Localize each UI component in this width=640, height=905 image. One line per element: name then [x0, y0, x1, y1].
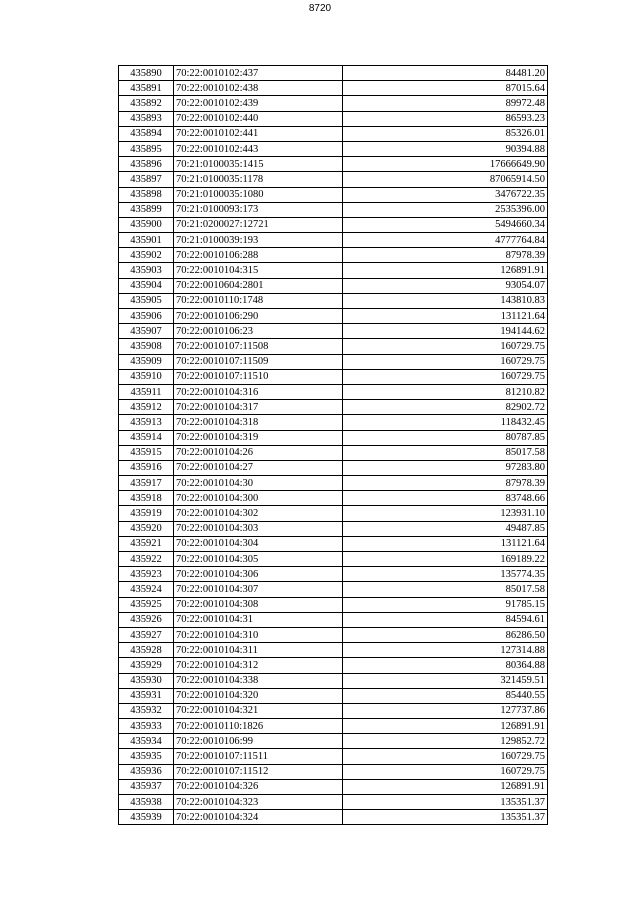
cadastral-number-cell: 70:22:0010107:11510 [174, 369, 343, 384]
row-number-cell: 435930 [119, 673, 174, 688]
row-number-cell: 435926 [119, 612, 174, 627]
table-row [119, 111, 548, 126]
table-row [119, 552, 548, 567]
table-row [119, 597, 548, 612]
row-number-cell: 435917 [119, 476, 174, 491]
cadastral-number-cell: 70:22:0010104:310 [174, 627, 343, 642]
cadastral-value-cell: 91785.15 [343, 597, 548, 612]
cadastral-number-cell: 70:22:0010104:303 [174, 521, 343, 536]
cadastral-value-cell: 89972.48 [343, 96, 548, 111]
row-number-cell: 435925 [119, 597, 174, 612]
row-number-cell: 435933 [119, 719, 174, 734]
cadastral-value-cell: 80364.88 [343, 658, 548, 673]
cadastral-number-cell: 70:22:0010104:319 [174, 430, 343, 445]
cadastral-value-cell: 123931.10 [343, 506, 548, 521]
row-number-cell: 435890 [119, 66, 174, 81]
table-row [119, 217, 548, 232]
cadastral-value-cell: 86286.50 [343, 627, 548, 642]
row-number-cell: 435893 [119, 111, 174, 126]
table-row [119, 233, 548, 248]
table-row [119, 734, 548, 749]
cadastral-number-cell: 70:21:0100035:1080 [174, 187, 343, 202]
table-row [119, 430, 548, 445]
row-number-cell: 435913 [119, 415, 174, 430]
cadastral-number-cell: 70:22:0010106:99 [174, 734, 343, 749]
cadastral-value-cell: 160729.75 [343, 764, 548, 779]
cadastral-number-cell: 70:22:0010104:31 [174, 612, 343, 627]
cadastral-value-cell: 82902.72 [343, 400, 548, 415]
row-number-cell: 435896 [119, 157, 174, 172]
cadastral-number-cell: 70:22:0010104:320 [174, 688, 343, 703]
cadastral-number-cell: 70:22:0010106:23 [174, 324, 343, 339]
row-number-cell: 435929 [119, 658, 174, 673]
cadastral-value-cell: 126891.91 [343, 779, 548, 794]
cadastral-value-cell: 160729.75 [343, 339, 548, 354]
cadastral-value-cell: 84481.20 [343, 66, 548, 81]
cadastral-number-cell: 70:22:0010604:2801 [174, 278, 343, 293]
cadastral-number-cell: 70:21:0100035:1178 [174, 172, 343, 187]
table-row [119, 384, 548, 399]
cadastral-number-cell: 70:22:0010107:11509 [174, 354, 343, 369]
row-number-cell: 435922 [119, 552, 174, 567]
row-number-cell: 435904 [119, 278, 174, 293]
cadastral-number-cell: 70:22:0010102:439 [174, 96, 343, 111]
table-row [119, 536, 548, 551]
cadastral-number-cell: 70:22:0010104:318 [174, 415, 343, 430]
row-number-cell: 435928 [119, 643, 174, 658]
table-row [119, 248, 548, 263]
cadastral-value-cell: 97283.80 [343, 460, 548, 475]
table-row [119, 810, 548, 825]
table-row [119, 81, 548, 96]
cadastral-number-cell: 70:22:0010104:312 [174, 658, 343, 673]
row-number-cell: 435907 [119, 324, 174, 339]
cadastral-number-cell: 70:22:0010104:316 [174, 384, 343, 399]
cadastral-number-cell: 70:22:0010104:26 [174, 445, 343, 460]
row-number-cell: 435899 [119, 202, 174, 217]
cadastral-value-cell: 3476722.35 [343, 187, 548, 202]
cadastral-value-table [118, 65, 548, 825]
cadastral-number-cell: 70:22:0010110:1748 [174, 293, 343, 308]
row-number-cell: 435938 [119, 795, 174, 810]
table-row [119, 764, 548, 779]
table-row [119, 460, 548, 475]
cadastral-value-cell: 17666649.90 [343, 157, 548, 172]
cadastral-number-cell: 70:22:0010104:30 [174, 476, 343, 491]
row-number-cell: 435919 [119, 506, 174, 521]
cadastral-value-cell: 143810.83 [343, 293, 548, 308]
row-number-cell: 435909 [119, 354, 174, 369]
row-number-cell: 435898 [119, 187, 174, 202]
row-number-cell: 435902 [119, 248, 174, 263]
row-number-cell: 435894 [119, 126, 174, 141]
cadastral-number-cell: 70:22:0010104:306 [174, 567, 343, 582]
table-row [119, 703, 548, 718]
table-row [119, 263, 548, 278]
table-row [119, 202, 548, 217]
row-number-cell: 435914 [119, 430, 174, 445]
cadastral-value-cell: 84594.61 [343, 612, 548, 627]
cadastral-number-cell: 70:22:0010104:305 [174, 552, 343, 567]
cadastral-value-cell: 135351.37 [343, 795, 548, 810]
cadastral-value-cell: 86593.23 [343, 111, 548, 126]
cadastral-value-cell: 131121.64 [343, 536, 548, 551]
cadastral-value-cell: 87978.39 [343, 248, 548, 263]
row-number-cell: 435912 [119, 400, 174, 415]
table-row [119, 339, 548, 354]
row-number-cell: 435903 [119, 263, 174, 278]
cadastral-number-cell: 70:22:0010104:321 [174, 703, 343, 718]
table-row [119, 795, 548, 810]
table-row [119, 369, 548, 384]
cadastral-number-cell: 70:22:0010104:302 [174, 506, 343, 521]
table-row [119, 491, 548, 506]
row-number-cell: 435923 [119, 567, 174, 582]
cadastral-value-cell: 127737.86 [343, 703, 548, 718]
cadastral-value-cell: 93054.07 [343, 278, 548, 293]
cadastral-number-cell: 70:22:0010106:288 [174, 248, 343, 263]
table-row [119, 612, 548, 627]
cadastral-number-cell: 70:22:0010104:27 [174, 460, 343, 475]
cadastral-value-cell: 83748.66 [343, 491, 548, 506]
table-row [119, 779, 548, 794]
table-row [119, 96, 548, 111]
cadastral-value-cell: 129852.72 [343, 734, 548, 749]
row-number-cell: 435921 [119, 536, 174, 551]
row-number-cell: 435918 [119, 491, 174, 506]
row-number-cell: 435935 [119, 749, 174, 764]
table-row [119, 627, 548, 642]
row-number-cell: 435901 [119, 233, 174, 248]
row-number-cell: 435891 [119, 81, 174, 96]
row-number-cell: 435910 [119, 369, 174, 384]
table-row [119, 126, 548, 141]
table-row [119, 400, 548, 415]
row-number-cell: 435908 [119, 339, 174, 354]
cadastral-number-cell: 70:22:0010107:11512 [174, 764, 343, 779]
cadastral-number-cell: 70:22:0010104:338 [174, 673, 343, 688]
table-row [119, 415, 548, 430]
cadastral-value-cell: 131121.64 [343, 309, 548, 324]
row-number-cell: 435911 [119, 384, 174, 399]
cadastral-number-cell: 70:21:0100039:193 [174, 233, 343, 248]
cadastral-value-cell: 85017.58 [343, 445, 548, 460]
cadastral-value-cell: 194144.62 [343, 324, 548, 339]
row-number-cell: 435895 [119, 141, 174, 156]
table-body [119, 66, 548, 825]
table-row [119, 688, 548, 703]
cadastral-number-cell: 70:21:0200027:12721 [174, 217, 343, 232]
table-row [119, 506, 548, 521]
cadastral-value-cell: 87065914.50 [343, 172, 548, 187]
row-number-cell: 435931 [119, 688, 174, 703]
cadastral-value-cell: 160729.75 [343, 749, 548, 764]
page-number: 8720 [308, 3, 332, 14]
table-row [119, 354, 548, 369]
row-number-cell: 435900 [119, 217, 174, 232]
cadastral-number-cell: 70:21:0100035:1415 [174, 157, 343, 172]
cadastral-value-cell: 126891.91 [343, 263, 548, 278]
cadastral-number-cell: 70:22:0010106:290 [174, 309, 343, 324]
cadastral-value-cell: 85326.01 [343, 126, 548, 141]
cadastral-value-cell: 85440.55 [343, 688, 548, 703]
row-number-cell: 435939 [119, 810, 174, 825]
cadastral-value-cell: 169189.22 [343, 552, 548, 567]
cadastral-number-cell: 70:22:0010104:300 [174, 491, 343, 506]
table-row [119, 658, 548, 673]
cadastral-value-cell: 4777764.84 [343, 233, 548, 248]
row-number-cell: 435936 [119, 764, 174, 779]
table-row [119, 567, 548, 582]
row-number-cell: 435897 [119, 172, 174, 187]
table-row [119, 643, 548, 658]
cadastral-value-cell: 135351.37 [343, 810, 548, 825]
cadastral-number-cell: 70:22:0010102:437 [174, 66, 343, 81]
cadastral-number-cell: 70:22:0010102:441 [174, 126, 343, 141]
table-row [119, 309, 548, 324]
table-row [119, 157, 548, 172]
table-row [119, 293, 548, 308]
cadastral-value-cell: 5494660.34 [343, 217, 548, 232]
cadastral-value-cell: 135774.35 [343, 567, 548, 582]
table-row [119, 582, 548, 597]
table-row [119, 476, 548, 491]
table-row [119, 66, 548, 81]
cadastral-number-cell: 70:22:0010104:308 [174, 597, 343, 612]
cadastral-number-cell: 70:22:0010107:11511 [174, 749, 343, 764]
cadastral-value-cell: 81210.82 [343, 384, 548, 399]
cadastral-number-cell: 70:22:0010107:11508 [174, 339, 343, 354]
cadastral-number-cell: 70:22:0010104:315 [174, 263, 343, 278]
table-row [119, 749, 548, 764]
cadastral-number-cell: 70:21:0100093:173 [174, 202, 343, 217]
table-row [119, 187, 548, 202]
row-number-cell: 435892 [119, 96, 174, 111]
cadastral-value-cell: 160729.75 [343, 369, 548, 384]
row-number-cell: 435937 [119, 779, 174, 794]
cadastral-value-cell: 85017.58 [343, 582, 548, 597]
cadastral-number-cell: 70:22:0010104:323 [174, 795, 343, 810]
cadastral-value-cell: 49487.85 [343, 521, 548, 536]
cadastral-value-cell: 87015.64 [343, 81, 548, 96]
cadastral-value-cell: 87978.39 [343, 476, 548, 491]
row-number-cell: 435905 [119, 293, 174, 308]
cadastral-number-cell: 70:22:0010110:1826 [174, 719, 343, 734]
row-number-cell: 435934 [119, 734, 174, 749]
table-row [119, 673, 548, 688]
cadastral-value-cell: 321459.51 [343, 673, 548, 688]
cadastral-number-cell: 70:22:0010102:438 [174, 81, 343, 96]
cadastral-number-cell: 70:22:0010104:324 [174, 810, 343, 825]
cadastral-number-cell: 70:22:0010104:326 [174, 779, 343, 794]
cadastral-value-cell: 127314.88 [343, 643, 548, 658]
row-number-cell: 435932 [119, 703, 174, 718]
cadastral-number-cell: 70:22:0010104:304 [174, 536, 343, 551]
row-number-cell: 435906 [119, 309, 174, 324]
cadastral-number-cell: 70:22:0010104:311 [174, 643, 343, 658]
row-number-cell: 435915 [119, 445, 174, 460]
cadastral-number-cell: 70:22:0010104:317 [174, 400, 343, 415]
table-row [119, 172, 548, 187]
table-row [119, 719, 548, 734]
row-number-cell: 435916 [119, 460, 174, 475]
cadastral-value-cell: 160729.75 [343, 354, 548, 369]
cadastral-number-cell: 70:22:0010102:440 [174, 111, 343, 126]
cadastral-value-cell: 118432.45 [343, 415, 548, 430]
row-number-cell: 435924 [119, 582, 174, 597]
cadastral-value-cell: 2535396.00 [343, 202, 548, 217]
cadastral-value-cell: 126891.91 [343, 719, 548, 734]
row-number-cell: 435920 [119, 521, 174, 536]
table-row [119, 324, 548, 339]
table-row [119, 445, 548, 460]
table-row [119, 278, 548, 293]
table-row [119, 141, 548, 156]
table-row [119, 521, 548, 536]
cadastral-value-cell: 90394.88 [343, 141, 548, 156]
row-number-cell: 435927 [119, 627, 174, 642]
cadastral-value-cell: 80787.85 [343, 430, 548, 445]
cadastral-number-cell: 70:22:0010102:443 [174, 141, 343, 156]
cadastral-number-cell: 70:22:0010104:307 [174, 582, 343, 597]
